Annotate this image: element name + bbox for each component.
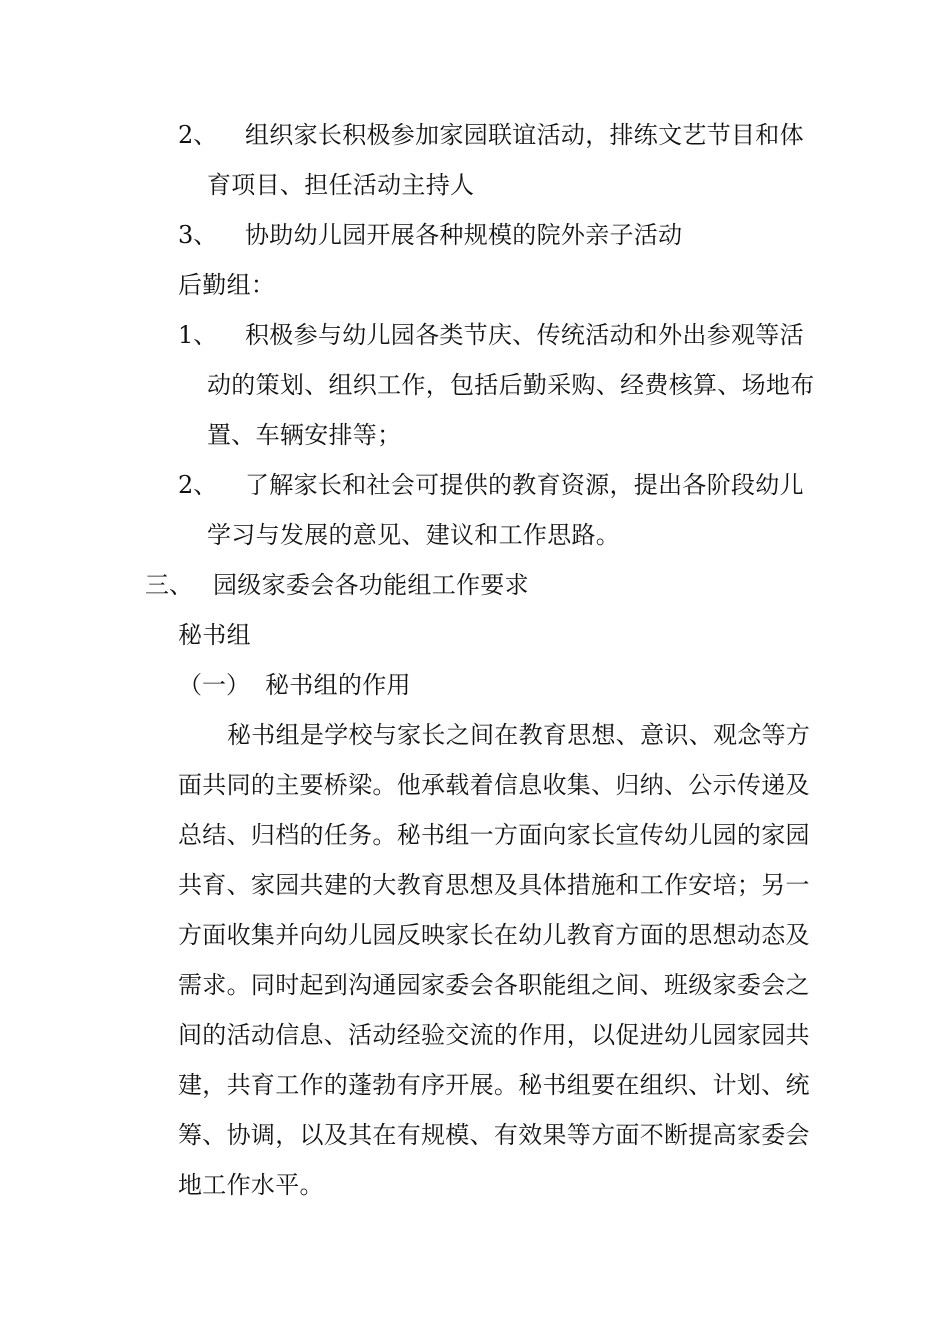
group-heading: 后勤组： xyxy=(178,271,276,299)
paragraph-line: 需求。同时起到沟通园家委会各职能组之间、班级家委会之 xyxy=(178,971,810,999)
section-title: 园级家委会各功能组工作要求 xyxy=(213,571,529,599)
paragraph-line: 秘书组是学校与家长之间在教育思想、意识、观念等方 xyxy=(227,721,811,749)
list-item-number: 3、 xyxy=(178,221,218,249)
group-heading: 秘书组 xyxy=(178,621,251,649)
list-item-text: 动的策划、组织工作，包括后勤采购、经费核算、场地布 xyxy=(207,371,815,399)
paragraph-line: 面共同的主要桥梁。他承载着信息收集、归纳、公示传递及 xyxy=(178,771,810,799)
list-item-text: 学习与发展的意见、建议和工作思路。 xyxy=(207,521,621,549)
paragraph-line: 地工作水平。 xyxy=(178,1171,324,1199)
paragraph-line: 共育、家园共建的大教育思想及具体措施和工作安培；另一 xyxy=(178,871,810,899)
section-number: 三、 xyxy=(145,571,193,599)
list-item-text: 协助幼儿园开展各种规模的院外亲子活动 xyxy=(245,221,683,249)
paragraph-line: 筹、协调，以及其在有规模、有效果等方面不断提高家委会 xyxy=(178,1121,810,1149)
list-item-text: 了解家长和社会可提供的教育资源，提出各阶段幼儿 xyxy=(245,471,804,499)
paragraph-line: 建，共育工作的蓬勃有序开展。秘书组要在组织、计划、统 xyxy=(178,1071,810,1099)
paragraph-line: 间的活动信息、活动经验交流的作用，以促进幼儿园家园共 xyxy=(178,1021,810,1049)
list-item-number: 2、 xyxy=(178,121,218,149)
paragraph-line: 方面收集并向幼儿园反映家长在幼儿教育方面的思想动态及 xyxy=(178,921,810,949)
list-item-text: 置、车辆安排等； xyxy=(207,421,402,449)
list-item-number: 2、 xyxy=(178,471,218,499)
list-item-text: 育项目、担任活动主持人 xyxy=(207,171,475,199)
list-item-text: 积极参与幼儿园各类节庆、传统活动和外出参观等活 xyxy=(245,321,804,349)
subsection-number: （一） xyxy=(178,671,250,699)
paragraph-line: 总结、归档的任务。秘书组一方面向家长宣传幼儿园的家园 xyxy=(178,821,810,849)
subsection-title: 秘书组的作用 xyxy=(265,671,411,699)
list-item-number: 1、 xyxy=(178,321,218,349)
list-item-text: 组织家长积极参加家园联谊活动，排练文艺节目和体 xyxy=(245,121,804,149)
